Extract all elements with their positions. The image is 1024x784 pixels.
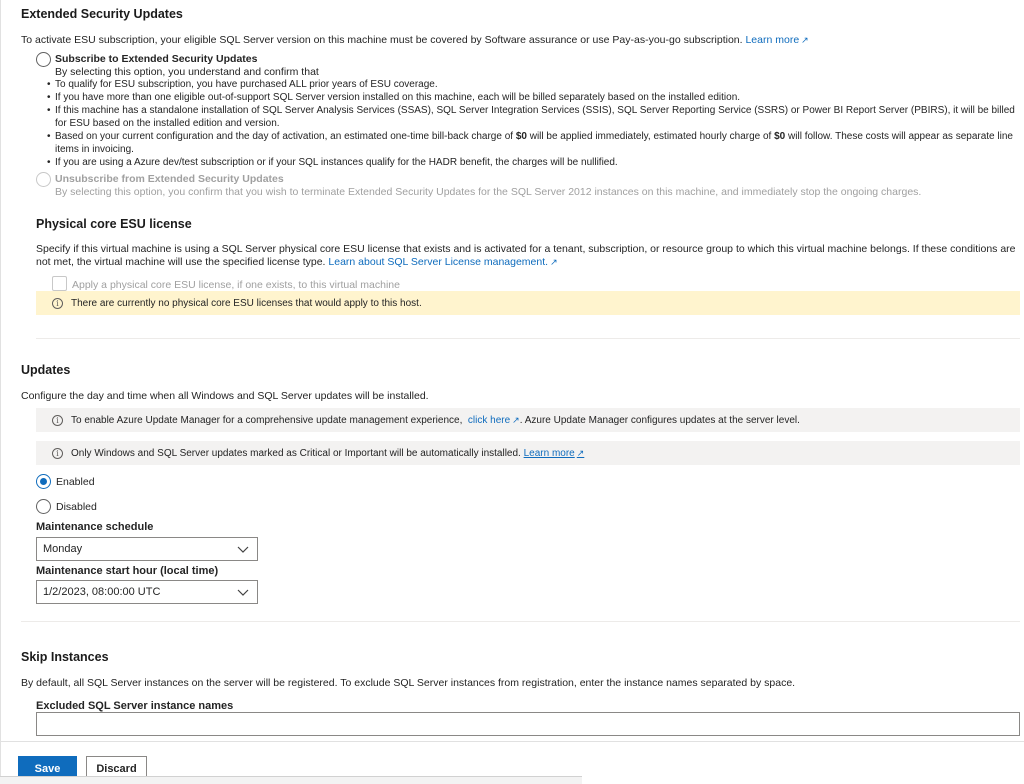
billing-amount-one-time: $0 [515,131,527,142]
unsubscribe-label[interactable]: Unsubscribe from Extended Security Updates [55,173,284,185]
discard-button[interactable]: Discard [86,756,147,782]
subscribe-desc: By selecting this option, you understand and confirm that [55,66,319,78]
unsubscribe-radio[interactable] [36,172,51,187]
external-link-icon: ↗ [550,257,558,267]
maintenance-schedule-select[interactable] [36,537,258,561]
click-here-link[interactable] [468,415,520,426]
billing-amount-hourly: $0 [774,131,786,142]
update-manager-info-suffix: . Azure Update Manager configures updates at the server level. [519,414,800,426]
info-icon: i [52,298,63,309]
esu-intro-text: To activate ESU subscription, your eligible SQL Server version on this machine must be covered by Software assurance or use Pay-as-you-go subscription. [21,34,743,46]
skip-desc: By default, all SQL Server instances on the server will be registered. To exclude SQL Server instances from registration, enter the instance names separated by space. [21,677,796,689]
update-manager-info-text: To enable Azure Update Manager for a comprehensive update management experience, [71,414,463,426]
maintenance-start-select[interactable] [36,580,258,604]
maintenance-start-value: 1/2/2023, 08:00:00 UTC [43,586,161,598]
info-icon: i [52,415,63,426]
updates-desc: Configure the day and time when all Windows and SQL Server updates will be installed. [21,390,429,402]
esu-learn-more-label: Learn more [745,34,800,46]
section-divider [21,621,1020,622]
license-management-link[interactable] [328,256,557,268]
external-link-icon: ↗ [512,414,520,425]
chevron-down-icon [237,586,249,598]
update-manager-info [36,408,1020,432]
billing-prefix: Based on your current configuration and the day of activation, an estimated one-time bill-back charge of [55,131,516,142]
maintenance-schedule-value: Monday [43,543,83,555]
updates-disabled-label[interactable]: Disabled [56,501,97,513]
list-item: • If you have more than one eligible out-of-support SQL Server version installed on this machine, each will be billed separately based on the installed edition. [47,91,1017,104]
esu-title: Extended Security Updates [21,7,183,21]
physical-desc-text: Specify if this virtual machine is using a SQL Server physical core ESU license that exists and is activated for a tenant, subscription, or resource group to which this virtual machine belongs. If these conditions are not met, the virtual machine will use the specified license type. [36,243,1016,268]
maintenance-schedule-label: Maintenance schedule [36,521,154,533]
footer-divider [0,741,1024,742]
external-link-icon: ↗ [576,447,585,458]
external-link-icon: ↗ [801,35,809,45]
updates-enabled-radio[interactable] [36,474,51,489]
physical-license-checkbox-label: Apply a physical core ESU license, if one exists, to this virtual machine [72,279,400,291]
physical-title: Physical core ESU license [36,217,192,231]
subscribe-radio[interactable] [36,52,51,67]
physical-desc [36,243,1016,269]
skip-title: Skip Instances [21,650,109,664]
subscribe-label[interactable]: Subscribe to Extended Security Updates [55,53,258,65]
esu-learn-more-link[interactable] [745,34,808,46]
license-management-label: Learn about SQL Server License management. [328,256,549,268]
save-button[interactable]: Save [18,756,77,782]
excluded-instances-input[interactable] [36,712,1020,736]
esu-bullet-list [47,78,1017,169]
list-item: • To qualify for ESU subscription, you have purchased ALL prior years of ESU coverage. [47,78,1017,91]
physical-license-checkbox[interactable] [52,276,67,291]
browser-status-bar [0,776,582,784]
list-item [47,130,1017,156]
left-border [0,0,1,784]
list-item: • If you are using a Azure dev/test subscription or if your SQL instances qualify for the HADR benefit, the charges will be nullified. [47,156,1017,169]
info-icon: i [52,448,63,459]
updates-learn-more-label: Learn more [523,447,575,459]
critical-updates-info-text: Only Windows and SQL Server updates marked as Critical or Important will be automatically installed. [71,447,521,459]
updates-disabled-radio[interactable] [36,499,51,514]
list-item: • If this machine has a standalone installation of SQL Server Analysis Services (SSAS), SQL Server Integration Services (SSIS), SQL Server Reporting Service (SSRS) or Power BI Report Server (PBIRS), it will be billed for ESU based on the installed edition and version. [47,104,1017,130]
updates-title: Updates [21,363,71,377]
physical-license-warning [36,291,1020,315]
esu-intro [21,33,809,47]
click-here-label: click here [467,414,511,426]
updates-learn-more-link[interactable] [524,448,585,459]
physical-license-warning-text: There are currently no physical core ESU licenses that would apply to this host. [71,297,422,309]
chevron-down-icon [237,543,249,555]
maintenance-start-label: Maintenance start hour (local time) [36,565,219,577]
unsubscribe-desc: By selecting this option, you confirm that you wish to terminate Extended Security Updates for the SQL Server 2012 instances on this machine, and immediately stop the ongoing charges. [55,186,922,198]
excluded-instances-label: Excluded SQL Server instance names [36,700,234,712]
billing-suffix: will follow. These costs will appear as separate line items in invoicing. [55,131,1013,155]
section-divider [36,338,1020,339]
updates-enabled-label[interactable]: Enabled [56,476,95,488]
billing-middle: will be applied immediately, estimated hourly charge of [526,131,775,142]
critical-updates-info [36,441,1020,465]
